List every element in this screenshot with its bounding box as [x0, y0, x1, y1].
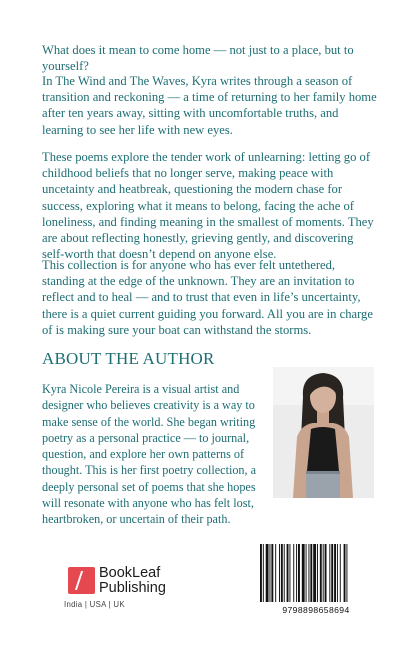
- blurb-paragraph-3: These poems explore the tender work of unlearning: letting go of childhood beliefs that no longer serve, making peace with uncetainty and heatbreak, questioning the modern chase for success, exploring what it means to belong, facing the ache of loneliness, and finding meaning in the smallest of moments. They are about reflecting honestly, grieving gently, and discovering self-worth that doesn’t depend on anyone else.: [42, 150, 374, 262]
- author-photo: [273, 367, 374, 498]
- barcode-bar: [298, 544, 300, 602]
- about-author-heading: ABOUT THE AUTHOR: [42, 349, 215, 368]
- publisher-name-line1: BookLeaf: [99, 565, 161, 581]
- barcode-bar: [320, 544, 322, 602]
- barcode-bar: [279, 544, 280, 602]
- bookleaf-logo-icon: [68, 567, 95, 594]
- barcode-bar: [308, 544, 309, 602]
- barcode-bar: [293, 544, 294, 602]
- barcode-bar: [263, 544, 264, 602]
- barcode-bars: [257, 542, 375, 604]
- barcode-bar: [331, 544, 333, 602]
- barcode-bar: [310, 544, 312, 602]
- barcode-bar: [260, 544, 262, 602]
- barcode-bar: [296, 544, 297, 602]
- barcode-bar: [334, 544, 336, 602]
- isbn-barcode: [257, 542, 375, 615]
- barcode-bar: [270, 544, 271, 602]
- barcode-bar: [325, 544, 327, 602]
- barcode-bar: [340, 544, 341, 602]
- blurb-paragraph-4: This collection is for anyone who has ever felt untethered, standing at the edge of the unknown. They are an invitation to reflect and to heal — and to trust that even in life’s uncertainty, there is a quiet current guiding you forward. All you are in charge of is making sure your boat can withstand the storms.: [42, 258, 373, 337]
- barcode-bar: [275, 544, 276, 602]
- barcode-bar: [271, 544, 273, 602]
- barcode-bar: [289, 544, 290, 602]
- barcode-bar: [306, 544, 307, 602]
- barcode-bar: [346, 544, 347, 602]
- publisher-logo: [64, 565, 198, 613]
- author-bio: Kyra Nicole Pereira is a visual artist and designer who believes creativity is a way to make sense of the world. She began writing poetry as a personal practice — to journal, question, and explore her own patterns of thought. This is her first poetry collection, a deeply personal set of poems that she hopes will resonate with anyone who has felt lost, heartbroken, or uncertain of their path.: [42, 382, 257, 527]
- barcode-bar: [313, 544, 316, 602]
- barcode-bar: [281, 544, 283, 602]
- isbn-number: 9798898658694: [282, 605, 350, 615]
- barcode-bar: [337, 544, 338, 602]
- blurb-paragraph-2: In The Wind and The Waves, Kyra writes through a season of transition and reckoning — a time of returning to her family home after ten years away, sitting with uncomfortable truths, and learning to see her life with new eyes.: [42, 74, 377, 137]
- barcode-bar: [284, 544, 285, 602]
- barcode-bar: [329, 544, 330, 602]
- barcode-bar: [266, 544, 269, 602]
- barcode-bar: [317, 544, 318, 602]
- barcode-bar: [323, 544, 324, 602]
- barcode-bar: [344, 544, 346, 602]
- blurb-paragraph-1: What does it mean to come home — not just to a place, but to yourself?: [42, 43, 354, 74]
- publisher-name: [99, 566, 166, 596]
- barcode-bar: [302, 544, 305, 602]
- publisher-name-line2: Publishing: [99, 580, 166, 596]
- barcode-bar: [287, 544, 289, 602]
- publisher-regions: India | USA | UK: [64, 600, 125, 609]
- author-portrait-image: [273, 367, 374, 498]
